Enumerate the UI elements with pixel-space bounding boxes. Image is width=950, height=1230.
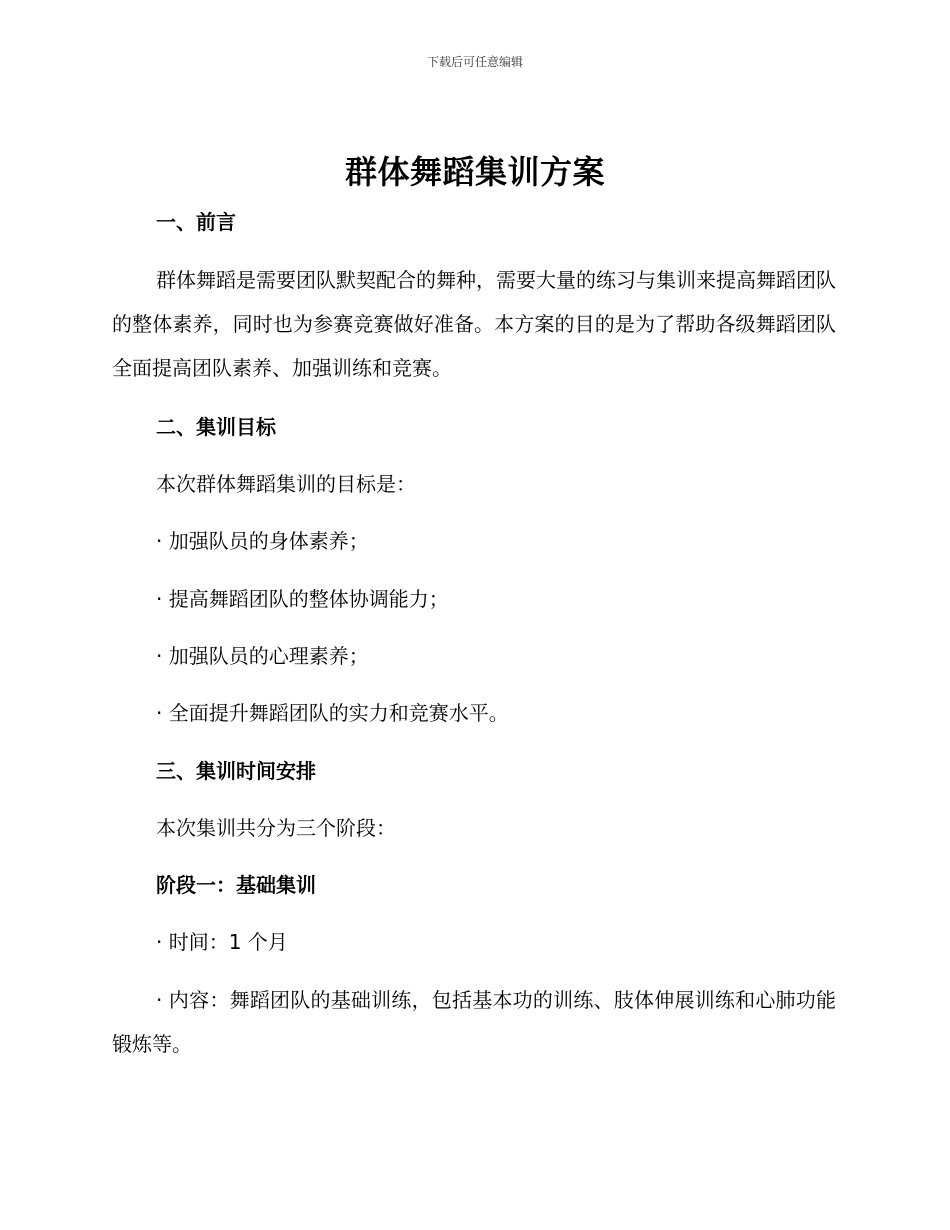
stage1-content: · 内容：舞蹈团队的基础训练，包括基本功的训练、肢体伸展训练和心肺功能锻炼等。 xyxy=(112,988,836,1056)
preface-paragraph: 群体舞蹈是需要团队默契配合的舞种，需要大量的练习与集训来提高舞蹈团队的整体素养，同时也为参赛竞赛做好准备。本方案的目的是为了帮助各级舞蹈团队全面提高团队素养、加强训练和竞赛。 xyxy=(112,268,836,380)
stage1-time: · 时间：1 个月 xyxy=(156,930,288,954)
section-heading-goals: 二、集训目标 xyxy=(156,415,276,439)
section-heading-schedule: 三、集训时间安排 xyxy=(156,759,316,783)
goal-item: · 全面提升舞蹈团队的实力和竞赛水平。 xyxy=(156,701,509,725)
document-title: 群体舞蹈集训方案 xyxy=(344,153,605,191)
goal-item: · 加强队员的心理素养； xyxy=(156,644,369,668)
section-heading-preface: 一、前言 xyxy=(156,210,236,234)
goal-item: · 提高舞蹈团队的整体协调能力； xyxy=(156,587,449,611)
page-header-note: 下载后可任意编辑 xyxy=(426,55,523,69)
goal-item: · 加强队员的身体素养； xyxy=(156,529,369,553)
schedule-intro: 本次集训共分为三个阶段： xyxy=(156,816,396,840)
stage1-heading: 阶段一：基础集训 xyxy=(156,873,316,897)
goals-intro: 本次群体舞蹈集训的目标是： xyxy=(156,472,416,496)
